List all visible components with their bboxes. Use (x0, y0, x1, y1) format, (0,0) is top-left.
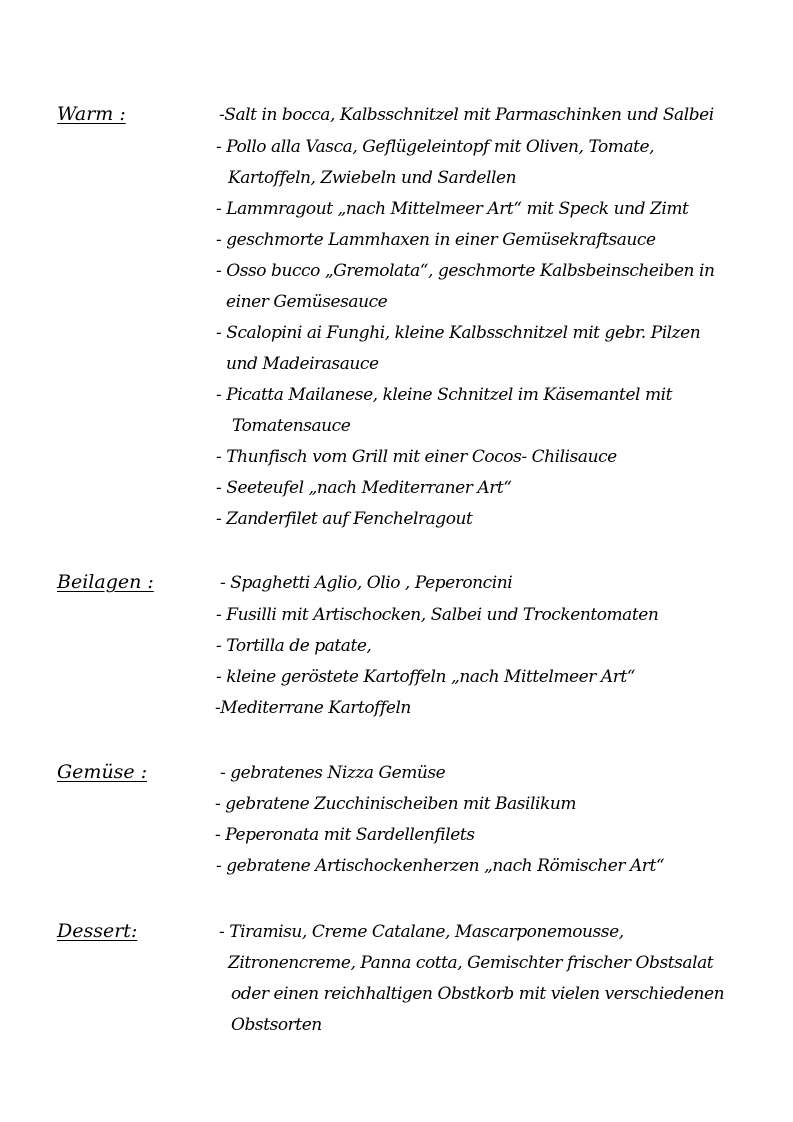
beilagen-line-3: - Tortilla de patate, (216, 636, 372, 656)
section-heading-dessert: Dessert: (57, 920, 138, 942)
dessert-line-4: Obstsorten (231, 1015, 322, 1035)
warm-line-7: einer Gemüsesauce (226, 292, 388, 312)
beilagen-line-1: - Spaghetti Aglio, Olio , Peperoncini (220, 573, 513, 593)
beilagen-line-5: -Mediterrane Kartoffeln (215, 698, 411, 718)
gemuese-line-2: - gebratene Zucchinischeiben mit Basilikum (215, 794, 577, 814)
warm-line-5: - geschmorte Lammhaxen in einer Gemüsekraftsauce (216, 230, 656, 250)
warm-line-11: Tomatensauce (232, 416, 351, 436)
warm-line-13: - Seeteufel „nach Mediterraner Art“ (216, 478, 512, 498)
warm-line-12: - Thunfisch vom Grill mit einer Cocos- Chilisauce (216, 447, 617, 467)
warm-line-4: - Lammragout „nach Mittelmeer Art“ mit Speck und Zimt (216, 199, 689, 219)
warm-line-10: - Picatta Mailanese, kleine Schnitzel im Käsemantel mit (216, 385, 673, 405)
dessert-line-3: oder einen reichhaltigen Obstkorb mit vielen verschiedenen (231, 984, 725, 1004)
section-heading-beilagen: Beilagen : (57, 571, 154, 593)
warm-line-6: - Osso bucco „Gremolata“, geschmorte Kalbsbeinscheiben in (216, 261, 715, 281)
warm-line-8: - Scalopini ai Funghi, kleine Kalbsschnitzel mit gebr. Pilzen (216, 323, 701, 343)
beilagen-line-2: - Fusilli mit Artischocken, Salbei und Trockentomaten (216, 605, 659, 625)
warm-line-9: und Madeirasauce (226, 354, 379, 374)
warm-line-2: - Pollo alla Vasca, Geflügeleintopf mit Oliven, Tomate, (216, 137, 655, 157)
gemuese-line-1: - gebratenes Nizza Gemüse (220, 763, 446, 783)
gemuese-line-4: - gebratene Artischockenherzen „nach Römischer Art“ (216, 856, 665, 876)
warm-line-3: Kartoffeln, Zwiebeln und Sardellen (228, 168, 517, 188)
gemuese-line-3: - Peperonata mit Sardellenfilets (215, 825, 475, 845)
beilagen-line-4: - kleine geröstete Kartoffeln „nach Mittelmeer Art“ (216, 667, 635, 687)
section-heading-warm: Warm : (57, 103, 126, 125)
dessert-line-1: - Tiramisu, Creme Catalane, Mascarponemousse, (219, 922, 624, 942)
warm-line-14: - Zanderfilet auf Fenchelragout (216, 509, 473, 529)
warm-line-1: -Salt in bocca, Kalbsschnitzel mit Parmaschinken und Salbei (219, 105, 714, 125)
dessert-line-2: Zitronencreme, Panna cotta, Gemischter frischer Obstsalat (228, 953, 714, 973)
section-heading-gemuese: Gemüse : (57, 761, 148, 783)
